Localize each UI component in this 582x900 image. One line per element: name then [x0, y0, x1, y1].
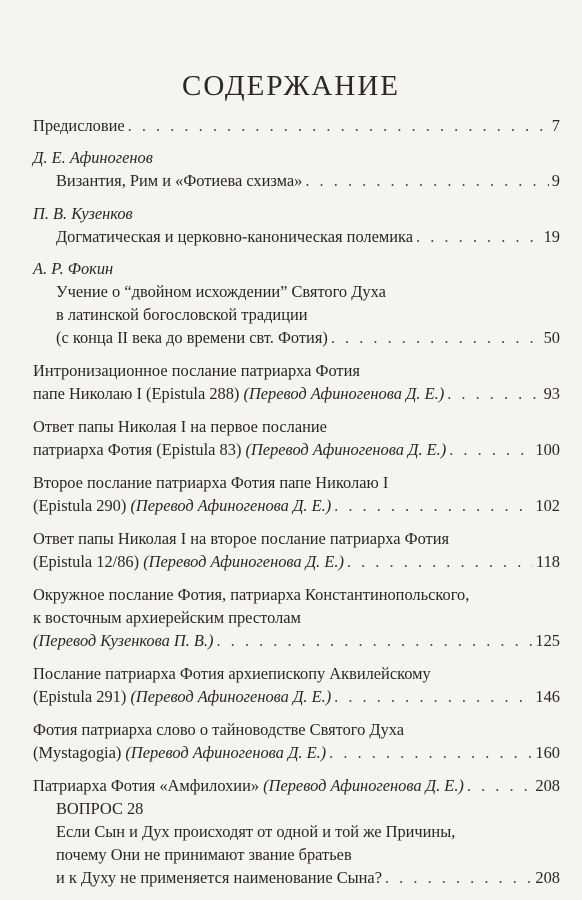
- entry-title: (Epistula 290): [33, 496, 127, 515]
- entry-title: Второе послание патриарха Фотия папе Николаю I: [33, 473, 389, 492]
- page-number: 118: [536, 552, 560, 571]
- leader-dots: [449, 440, 532, 460]
- toc-entry-byzantium[interactable]: [56, 171, 560, 195]
- leader-dots: [467, 776, 533, 796]
- entry-translator: (Перевод Афиногенова Д. Е.): [263, 776, 464, 795]
- entry-title: патриарха Фотия (Epistula 83): [33, 440, 242, 459]
- leader-dots: [216, 631, 532, 651]
- toc-entry-line: [56, 845, 560, 869]
- toc-entry-polemic[interactable]: [56, 227, 560, 251]
- toc-entry-line: [33, 529, 560, 553]
- entry-author: П. В. Кузенков: [33, 204, 133, 223]
- toc-entry-author: [33, 204, 560, 228]
- entry-title: Ответ папы Николая I на первое послание: [33, 417, 327, 436]
- toc-entry-epistula-12-86[interactable]: [33, 552, 560, 576]
- entry-title: (Epistula 12/86): [33, 552, 140, 571]
- entry-translator: (Перевод Афиногенова Д. Е.): [243, 384, 445, 403]
- entry-translator: (Перевод Кузенкова П. В.): [33, 631, 214, 650]
- leader-dots: [305, 171, 548, 191]
- entry-title: к восточным архиерейским престолам: [33, 608, 301, 627]
- toc-entry-preface[interactable]: [33, 116, 560, 140]
- entry-title: Фотия патриарха слово о тайноводстве Святого Духа: [33, 720, 405, 739]
- toc-entry-filioque-line1: [56, 282, 560, 306]
- toc-entry-epistula-288[interactable]: [33, 384, 560, 408]
- toc-entry-filioque-line2: [56, 305, 560, 329]
- entry-title: папе Николаю I (Epistula 288): [33, 384, 240, 403]
- entry-title: Ответ папы Николая I на второе послание патриарха Фотия: [33, 529, 450, 548]
- page-number: 9: [551, 171, 560, 190]
- entry-title: в латинской богословской традиции: [56, 305, 308, 324]
- leader-dots: [329, 743, 532, 763]
- page-number: 93: [543, 384, 560, 403]
- leader-dots: [334, 687, 532, 707]
- page-title: СОДЕРЖАНИЕ: [182, 70, 400, 102]
- entry-title: Окружное послание Фотия, патриарха Константинопольского,: [33, 585, 470, 604]
- entry-title: почему Они не принимают звание братьев: [56, 845, 352, 864]
- entry-title: Догматическая и церковно-каноническая полемика: [56, 227, 414, 246]
- page-number: 102: [535, 496, 560, 515]
- leader-dots: [334, 496, 532, 516]
- toc-entry-line: [33, 417, 560, 441]
- toc-entry-filioque[interactable]: [56, 328, 560, 352]
- toc-entry-line: [33, 361, 560, 385]
- toc-entry-line: [56, 822, 560, 846]
- toc-entry-question-label: [56, 799, 560, 823]
- entry-title: (Epistula 291): [33, 687, 127, 706]
- page-number: 19: [543, 227, 560, 246]
- page-number: 208: [535, 776, 560, 795]
- toc-entry-epistula-83[interactable]: [33, 440, 560, 464]
- page-number: 208: [535, 868, 560, 887]
- entry-author: Д. Е. Афиногенов: [33, 148, 153, 167]
- toc-entry-question-28[interactable]: [56, 868, 560, 892]
- page-number: 7: [551, 116, 560, 135]
- leader-dots: [447, 384, 540, 404]
- entry-title: Патриарха Фотия «Амфилохии»: [33, 776, 260, 795]
- leader-dots: [128, 116, 549, 136]
- page-number: 160: [535, 743, 560, 762]
- toc-entry-encyclical[interactable]: [33, 631, 560, 655]
- entry-title: (Mystagogia): [33, 743, 122, 762]
- entry-title: Византия, Рим и «Фотиева схизма»: [56, 171, 303, 190]
- toc-entry-line: [33, 608, 560, 632]
- page-number: 100: [535, 440, 560, 459]
- toc-entry-epistula-291[interactable]: [33, 687, 560, 711]
- leader-dots: [347, 552, 533, 572]
- entry-title: и к Духу не применяется наименование Сына?: [56, 868, 382, 887]
- page-number: 50: [543, 328, 560, 347]
- toc-entry-epistula-290[interactable]: [33, 496, 560, 520]
- toc-entry-line: [33, 664, 560, 688]
- toc-entry-line: [33, 585, 560, 609]
- entry-translator: (Перевод Афиногенова Д. Е.): [245, 440, 447, 459]
- entry-title: Учение о “двойном исхождении” Святого Духа: [56, 282, 386, 301]
- leader-dots: [416, 227, 541, 247]
- entry-translator: (Перевод Афиногенова Д. Е.): [130, 496, 332, 515]
- toc-entry-author: [33, 148, 560, 172]
- page-number: 146: [535, 687, 560, 706]
- leader-dots: [385, 868, 532, 888]
- entry-translator: (Перевод Афиногенова Д. Е.): [125, 743, 327, 762]
- toc-entry-author: [33, 259, 560, 283]
- toc-entry-amphilochia[interactable]: [33, 776, 560, 800]
- toc-entry-line: [33, 720, 560, 744]
- entry-translator: (Перевод Афиногенова Д. Е.): [130, 687, 332, 706]
- page-number: 125: [535, 631, 560, 650]
- entry-title: Предисловие: [33, 116, 125, 135]
- entry-title: Послание патриарха Фотия архиепископу Аквилейскому: [33, 664, 431, 683]
- entry-author: А. Р. Фокин: [33, 259, 114, 278]
- entry-title: Если Сын и Дух происходят от одной и той же Причины,: [56, 822, 456, 841]
- leader-dots: [331, 328, 541, 348]
- entry-title: Интронизационное послание патриарха Фотия: [33, 361, 360, 380]
- entry-title: (с конца II века до времени свт. Фотия): [56, 328, 328, 347]
- question-label: ВОПРОС 28: [56, 799, 144, 818]
- entry-translator: (Перевод Афиногенова Д. Е.): [143, 552, 344, 571]
- toc-entry-line: [33, 473, 560, 497]
- toc-entry-mystagogia[interactable]: [33, 743, 560, 767]
